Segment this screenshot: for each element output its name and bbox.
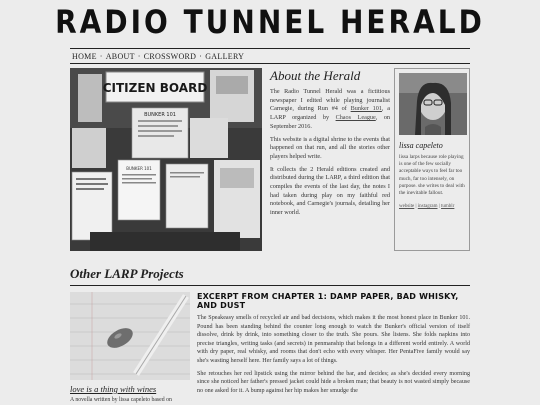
website-link[interactable]: website [399,204,415,210]
about-section [270,68,390,222]
nav-separator: · [99,51,103,61]
excerpt-heading: EXCERPT FROM CHAPTER 1: DAMP PAPER, BAD WHISKY, AND DUST [197,292,459,310]
nav-crossword[interactable]: CROSSWORD [143,51,197,61]
about-paragraph-3: It collects the 2 Herald editions created and distributed during the LARP, a third edition that compiles the events of the last day, the notes I had taken during play on my faithful red notebook, and Carnegie's journals, detailing her inner world. [270,165,390,217]
about-p1-text-b: , a LARP organized by [270,105,391,122]
excerpt-paragraph-1: The Speakeasy smells of recycled air and bad decisions, which makes it the most honest place in Bunker 101. Pound has been standing behind the counter long enough to watch the Bunker's official version of itself dissolve, drink by drink, into something closer to the truth. She pours. She listens. She folds napkins into precise triangles, writing tasks (and secrets) in penmanship that belongs in a different world entirely. A world with dry paper, real whisky, and rooms that don't echo with every whisper. Her PentaFive family would say she's wasting herself here. Her family says a lot of things. [197,315,470,364]
chaos-league-link[interactable]: Chaos League [335,114,376,122]
link-separator: | [414,204,418,210]
author-profile-card [394,68,470,251]
nav-home[interactable]: HOME [72,51,97,61]
project-excerpt [197,292,470,399]
other-projects-title: Other LARP Projects [70,266,470,286]
nav-separator: · [137,51,141,61]
project-photo[interactable] [70,292,190,380]
nav-about[interactable]: ABOUT [105,51,135,61]
author-bio: lissa larps because role playing is one of the few socially acceptable ways to feel far too much, far too intensely, on purpose. she writes to deal with the inevitable fallout. [399,154,465,197]
instagram-link[interactable]: instagram [417,204,438,210]
about-p1-text-a: The Radio Tunnel Herald was a fictitious newspaper I edited while playing journalist Carnegie, during Run #4 of [270,88,390,113]
hero-photo-citizen-board [70,68,262,251]
excerpt-paragraph-2: She retouches her red lipstick using the mirror behind the bar, and decides; as she's decided every morning since she noticed her father's pressed jacket could hide a broken man; that beauty is not wasted simply because no one asked for it. A bump against her hip makes her smudge the [197,370,470,394]
link-separator: | [437,204,442,210]
masthead-title: RADIO TUNNEL HERALD [55,3,485,41]
bunker-small-tag-text: BUNKER 101 [126,166,152,171]
bunker101-link[interactable]: Bunker 101 [350,105,382,113]
avatar [399,73,467,135]
main-nav [70,48,470,64]
board-sign-text: CITIZEN BOARD [102,81,208,95]
about-paragraph-2: This website is a digital shrine to the events that happened on that run, and all the stories other players helped write. [270,135,390,160]
author-name: lissa capeleto [399,141,443,150]
about-title: About the Herald [270,68,361,83]
tumblr-link[interactable]: tumblr [441,204,455,210]
about-p1-text-c: , on September 2016. [270,114,391,130]
bunker-tag-text: BUNKER 101 [144,112,176,118]
nav-gallery[interactable]: GALLERY [205,51,245,61]
author-links [399,203,465,210]
project-title-link[interactable]: love is a thing with wines [70,384,157,394]
project-description: A novella written by lissa capeleto based on [70,397,172,403]
nav-separator: · [199,51,203,61]
about-paragraph-1 [270,88,390,132]
